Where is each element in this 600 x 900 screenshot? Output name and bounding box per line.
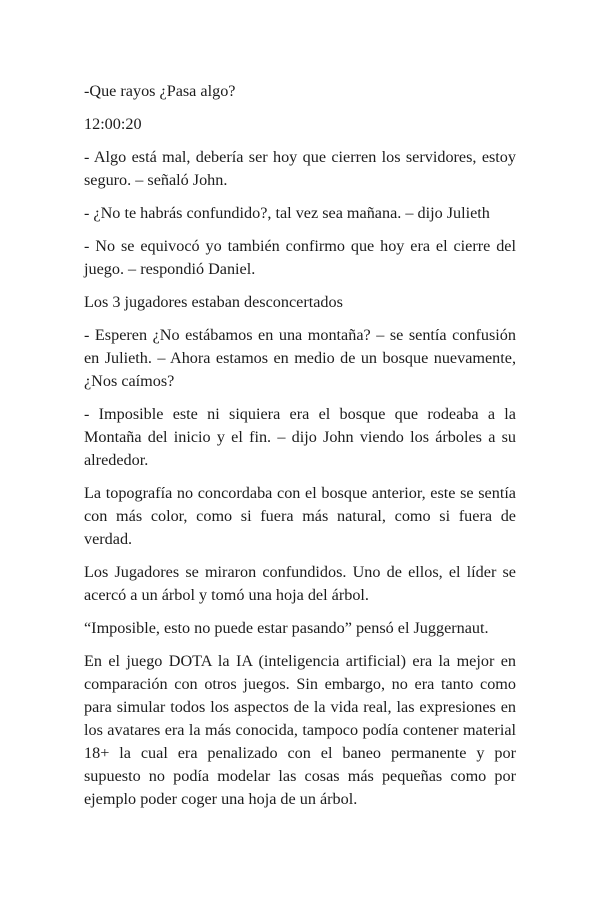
dialogue-line-daniel: - No se equivocó yo también confirmo que hoy era el cierre del juego. – respondió Daniel.: [84, 237, 516, 278]
dialogue-line-julieth-2: - Esperen ¿No estábamos en una montaña? – se sentía confusión en Julieth. – Ahora estamos en medio de un bosque nuevamente, ¿Nos caímos?: [84, 326, 516, 390]
dialogue-line-julieth: - ¿No te habrás confundido?, tal vez sea mañana. – dijo Julieth: [84, 204, 490, 222]
dialogue-line-john: - Algo está mal, debería ser hoy que cierren los servidores, estoy seguro. – señaló John.: [84, 148, 516, 189]
thought-line: “Imposible, esto no puede estar pasando” pensó el Juggernaut.: [84, 619, 489, 637]
timestamp-line: 12:00:20: [84, 115, 142, 133]
document-page: [84, 80, 516, 821]
narration-paragraph: En el juego DOTA la IA (inteligencia artificial) era la mejor en comparación con otros juegos. Sin embargo, no era tanto como para simular todos los aspectos de la vida real, las expresiones en los avatares era la más conocida, tampoco podía contener material 18+ la cual era penalizado con el baneo permanente y por supuesto no podía modelar las cosas más pequeñas como por ejemplo poder coger una hoja de un árbol.: [84, 652, 516, 808]
narration-paragraph: Los 3 jugadores estaban desconcertados: [84, 293, 343, 311]
narration-paragraph: Los Jugadores se miraron confundidos. Uno de ellos, el líder se acercó a un árbol y tomó una hoja del árbol.: [84, 563, 516, 604]
dialogue-line-question: -Que rayos ¿Pasa algo?: [84, 82, 236, 100]
narration-paragraph: La topografía no concordaba con el bosque anterior, este se sentía con más color, como si fuera más natural, como si fuera de verdad.: [84, 484, 516, 548]
dialogue-line-john-2: - Imposible este ni siquiera era el bosque que rodeaba a la Montaña del inicio y el fin. – dijo John viendo los árboles a su alrededor.: [84, 405, 516, 469]
